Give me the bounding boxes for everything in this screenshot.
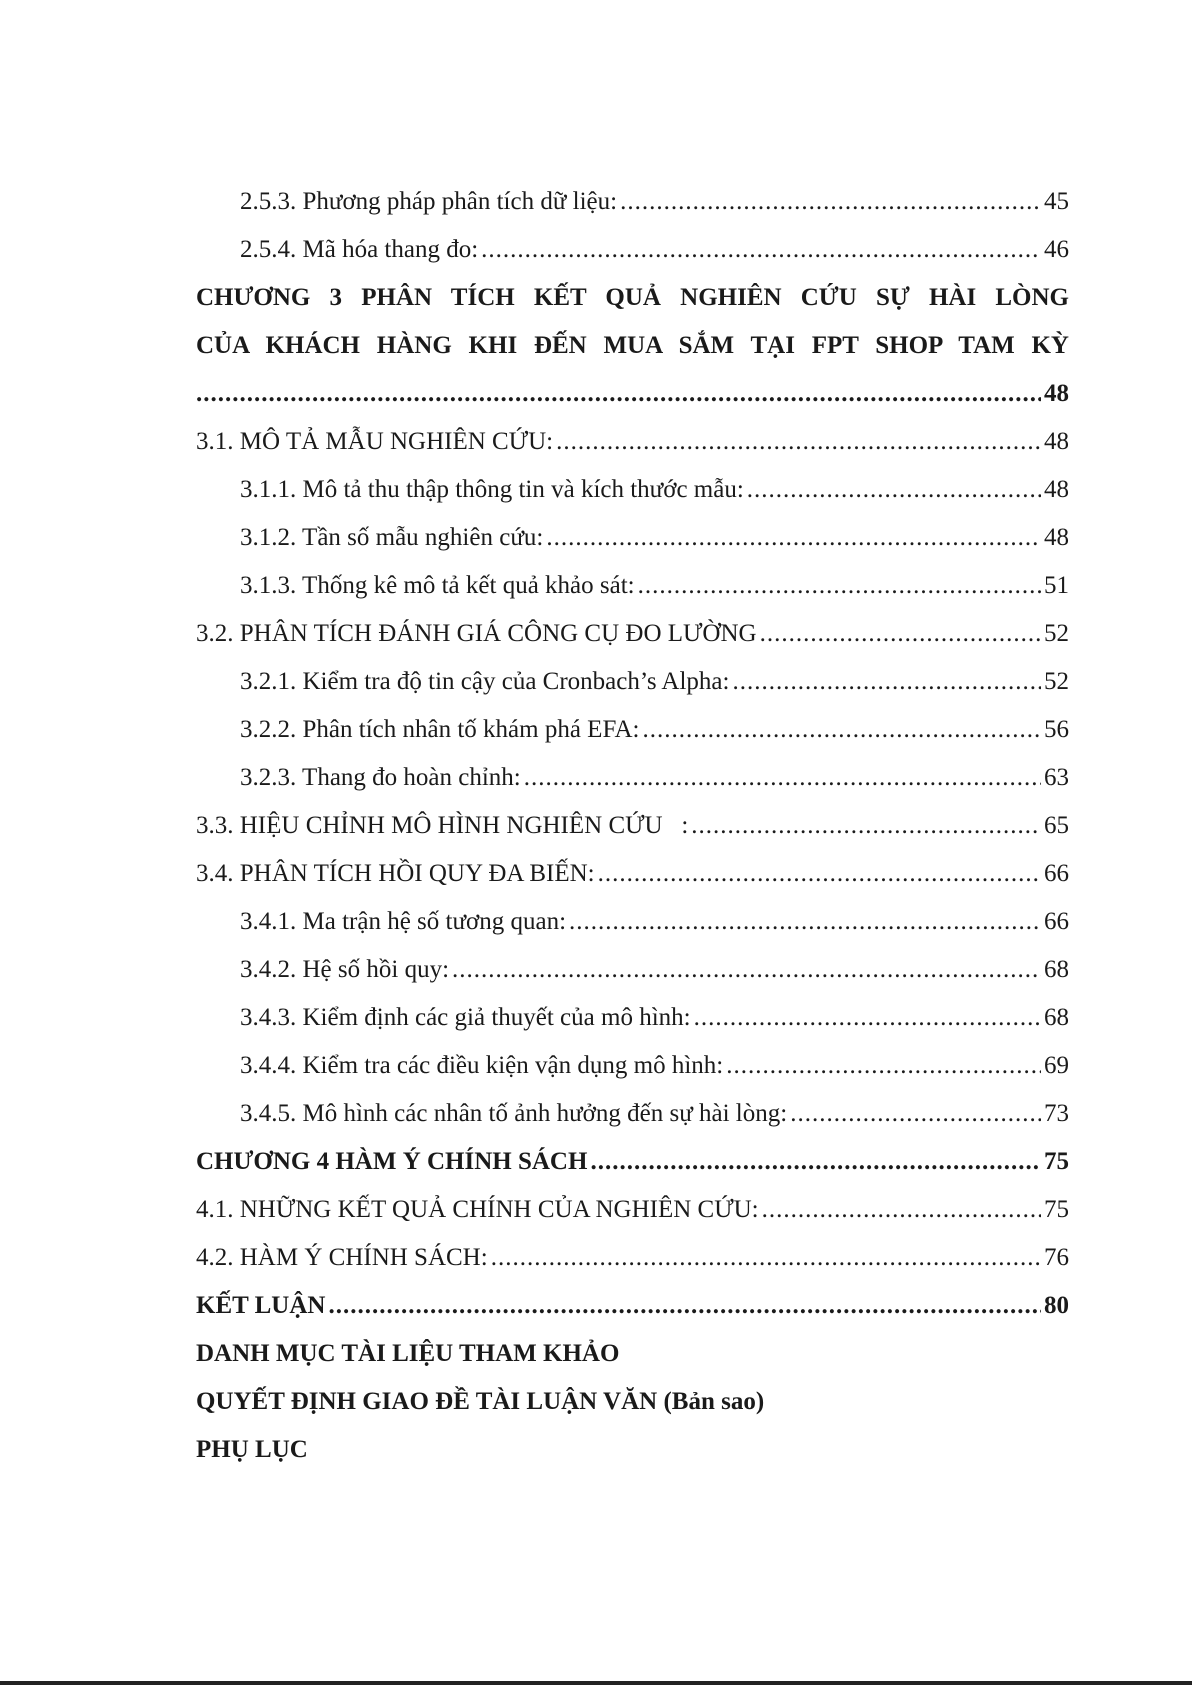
toc-entry-label: 3.2. PHÂN TÍCH ĐÁNH GIÁ CÔNG CỤ ĐO LƯỜNG xyxy=(196,620,757,647)
dot-leader xyxy=(747,466,1041,514)
toc-entry-page: 45 xyxy=(1044,188,1069,215)
toc-entry-label: 4.2. HÀM Ý CHÍNH SÁCH: xyxy=(196,1244,488,1271)
toc-entry-label: 3.4.4. Kiểm tra các điều kiện vận dụng mô hình: xyxy=(240,1052,724,1079)
toc-entry-page: 75 xyxy=(1044,1148,1069,1175)
toc-entry-page: 51 xyxy=(1044,572,1069,599)
dot-leader xyxy=(546,514,1041,562)
toc-entry-label: 3.1. MÔ TẢ MẪU NGHIÊN CỨU: xyxy=(196,428,554,455)
toc-entry-label: 3.4. PHÂN TÍCH HỒI QUY ĐA BIẾN: xyxy=(196,860,595,887)
dot-leader xyxy=(726,1042,1041,1090)
toc-entry-3-1-3[interactable] xyxy=(196,562,1069,610)
toc-entry-3-2-3[interactable] xyxy=(196,754,1069,802)
toc-entry-label: 4.1. NHỮNG KẾT QUẢ CHÍNH CỦA NGHIÊN CỨU: xyxy=(196,1196,759,1223)
dot-leader xyxy=(760,610,1041,658)
dot-leader xyxy=(638,562,1041,610)
dot-leader xyxy=(491,1234,1041,1282)
dot-leader xyxy=(590,1138,1041,1186)
toc-entry-page: 68 xyxy=(1044,956,1069,983)
dot-leader xyxy=(452,946,1041,994)
dot-leader xyxy=(732,658,1041,706)
table-of-contents xyxy=(196,178,1069,1474)
toc-entry-page: 46 xyxy=(1044,236,1069,263)
dot-leader xyxy=(481,226,1041,274)
toc-entry-3-4-2[interactable] xyxy=(196,946,1069,994)
toc-chapter-4[interactable] xyxy=(196,1138,1069,1186)
dot-leader xyxy=(790,1090,1041,1138)
toc-chapter-3[interactable] xyxy=(196,274,1069,418)
dot-leader xyxy=(328,1282,1041,1330)
toc-entry-label: 3.2.3. Thang đo hoàn chỉnh: xyxy=(240,764,521,791)
toc-entry-page: 65 xyxy=(1044,812,1069,839)
toc-entry-3-4[interactable] xyxy=(196,850,1069,898)
toc-entry-page: 48 xyxy=(1044,524,1069,551)
toc-entry-3-3[interactable] xyxy=(196,802,1069,850)
toc-entry-page: 80 xyxy=(1044,1292,1069,1319)
toc-entry-3-2-1[interactable] xyxy=(196,658,1069,706)
toc-entry-4-2[interactable] xyxy=(196,1234,1069,1282)
toc-entry-page: 56 xyxy=(1044,716,1069,743)
page-bottom-edge xyxy=(0,1681,1192,1685)
toc-entry-page: 52 xyxy=(1044,668,1069,695)
toc-entry-label: 3.1.2. Tần số mẫu nghiên cứu: xyxy=(240,524,544,551)
dot-leader xyxy=(620,178,1041,226)
toc-entry-label: 3.2.2. Phân tích nhân tố khám phá EFA: xyxy=(240,716,640,743)
toc-entry-label: 3.4.3. Kiểm định các giả thuyết của mô hình: xyxy=(240,1004,691,1031)
toc-entry-label: 3.1.1. Mô tả thu thập thông tin và kích thước mẫu: xyxy=(240,476,744,503)
toc-decision[interactable]: QUYẾT ĐỊNH GIAO ĐỀ TÀI LUẬN VĂN (Bản sao) xyxy=(196,1388,765,1415)
toc-conclusion[interactable] xyxy=(196,1282,1069,1330)
toc-entry-page: 63 xyxy=(1044,764,1069,791)
toc-entry-label: CHƯƠNG 4 HÀM Ý CHÍNH SÁCH xyxy=(196,1148,588,1175)
chapter-3-leader xyxy=(196,370,1069,418)
toc-entry-page: 66 xyxy=(1044,860,1069,887)
toc-entry-2-5-3[interactable] xyxy=(196,178,1069,226)
toc-entry-page: 68 xyxy=(1044,1004,1069,1031)
toc-entry-3-4-1[interactable] xyxy=(196,898,1069,946)
toc-entry-page: 66 xyxy=(1044,908,1069,935)
chapter-3-title-line-2: CỦA KHÁCH HÀNG KHI ĐẾN MUA SẮM TẠI FPT SHOP TAM KỲ xyxy=(196,332,1069,359)
dot-leader xyxy=(569,898,1041,946)
toc-entry-page: 73 xyxy=(1044,1100,1069,1127)
dot-leader xyxy=(524,754,1041,802)
toc-entry-page: 48 xyxy=(1044,476,1069,503)
toc-entry-label: KẾT LUẬN xyxy=(196,1292,326,1319)
toc-entry-3-1-2[interactable] xyxy=(196,514,1069,562)
toc-appendix[interactable]: PHỤ LỤC xyxy=(196,1436,308,1463)
toc-entry-page: 75 xyxy=(1044,1196,1069,1223)
toc-entry-3-1-1[interactable] xyxy=(196,466,1069,514)
toc-entry-3-4-3[interactable] xyxy=(196,994,1069,1042)
toc-entry-label: 2.5.3. Phương pháp phân tích dữ liệu: xyxy=(240,188,618,215)
toc-entry-2-5-4[interactable] xyxy=(196,226,1069,274)
toc-entry-label: 2.5.4. Mã hóa thang đo: xyxy=(240,236,479,263)
toc-entry-page: 48 xyxy=(1044,428,1069,455)
toc-entry-3-2-2[interactable] xyxy=(196,706,1069,754)
toc-entry-label: 3.1.3. Thống kê mô tả kết quả khảo sát: xyxy=(240,572,635,599)
dot-leader xyxy=(643,706,1042,754)
toc-entry-4-1[interactable] xyxy=(196,1186,1069,1234)
toc-entry-label: 3.2.1. Kiểm tra độ tin cậy của Cronbach’s Alpha: xyxy=(240,668,730,695)
toc-entry-page: 48 xyxy=(1044,380,1069,407)
toc-entry-label: 3.3. HIỆU CHỈNH MÔ HÌNH NGHIÊN CỨU : xyxy=(196,812,689,839)
chapter-3-title-line-1: CHƯƠNG 3 PHÂN TÍCH KẾT QUẢ NGHIÊN CỨU SỰ HÀI LÒNG xyxy=(196,284,1069,311)
dot-leader xyxy=(556,418,1041,466)
toc-entry-3-4-4[interactable] xyxy=(196,1042,1069,1090)
dot-leader xyxy=(691,802,1041,850)
toc-entry-label: 3.4.2. Hệ số hồi quy: xyxy=(240,956,450,983)
dot-leader xyxy=(598,850,1041,898)
toc-entry-page: 76 xyxy=(1044,1244,1069,1271)
toc-entry-3-4-5[interactable] xyxy=(196,1090,1069,1138)
dot-leader xyxy=(762,1186,1041,1234)
toc-entry-page: 69 xyxy=(1044,1052,1069,1079)
dot-leader xyxy=(694,994,1041,1042)
toc-entry-page: 52 xyxy=(1044,620,1069,647)
dot-leader xyxy=(196,370,1041,418)
toc-references[interactable]: DANH MỤC TÀI LIỆU THAM KHẢO xyxy=(196,1340,620,1367)
toc-entry-label: 3.4.5. Mô hình các nhân tố ảnh hưởng đến sự hài lòng: xyxy=(240,1100,788,1127)
toc-entry-3-2[interactable] xyxy=(196,610,1069,658)
toc-entry-3-1[interactable] xyxy=(196,418,1069,466)
toc-entry-label: 3.4.1. Ma trận hệ số tương quan: xyxy=(240,908,567,935)
